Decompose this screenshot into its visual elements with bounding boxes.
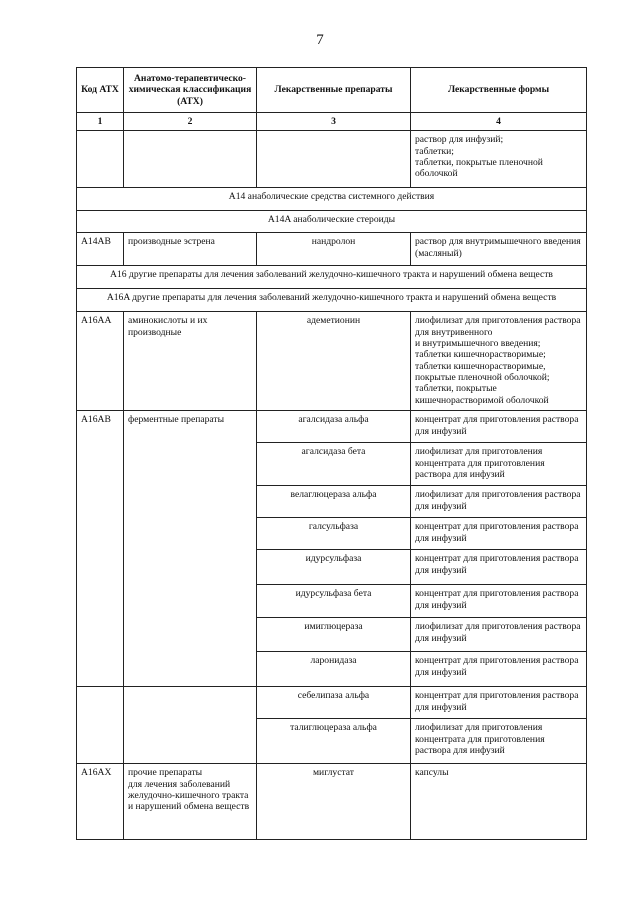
table-row (77, 233, 587, 266)
form-cell: концентрат для приготовления раствора для инфузий (411, 687, 587, 719)
form-cell: раствор для инфузий; таблетки; таблетки, покрытые пленочной оболочкой (411, 131, 587, 188)
code-cell: A16AA (77, 312, 124, 411)
column-number: 1 (77, 113, 124, 131)
drug-cell: адеметионин (257, 312, 411, 411)
header-forms: Лекарственные формы (411, 68, 587, 113)
drug-cell: имиглюцераза (257, 618, 411, 652)
table-row (77, 687, 587, 719)
form-cell: концентрат для приготовления раствора для инфузий (411, 518, 587, 550)
header-row (77, 68, 587, 113)
form-cell: раствор для внутримышечного введения (масляный) (411, 233, 587, 266)
drug-cell: себелипаза альфа (257, 687, 411, 719)
column-number-row (77, 113, 587, 131)
drug-cell: талиглюцераза альфа (257, 719, 411, 764)
drug-cell: агалсидаза альфа (257, 411, 411, 443)
form-cell: концентрат для приготовления раствора для инфузий (411, 550, 587, 585)
form-cell: лиофилизат для приготовления раствора для инфузий (411, 486, 587, 518)
form-cell: лиофилизат для приготовления раствора для внутривенного и внутримышечного введения; таблетки кишечнорастворимые; таблетки кишечнорастворимые, покрытые пленочной оболочкой; таблетки, покрытые кишечнорастворимой оболочкой (411, 312, 587, 411)
group-title: A16 другие препараты для лечения заболеваний желудочно-кишечного тракта и нарушений обмена веществ (77, 266, 587, 289)
subgroup-row (77, 211, 587, 233)
table-row (77, 312, 587, 411)
drug-cell: идурсульфаза (257, 550, 411, 585)
form-cell: лиофилизат для приготовления раствора для инфузий (411, 618, 587, 652)
form-cell: лиофилизат для приготовления концентрата для приготовления раствора для инфузий (411, 719, 587, 764)
group-row (77, 188, 587, 211)
form-cell: концентрат для приготовления раствора для инфузий (411, 585, 587, 618)
table-row (77, 411, 587, 443)
code-cell: A16AX (77, 764, 124, 840)
drug-cell: идурсульфаза бета (257, 585, 411, 618)
subgroup-title: A14A анаболические стероиды (77, 211, 587, 233)
form-cell: концентрат для приготовления раствора для инфузий (411, 652, 587, 687)
group-row (77, 266, 587, 289)
code-cell: A14AB (77, 233, 124, 266)
drug-cell: велаглюцераза альфа (257, 486, 411, 518)
drug-cell: галсульфаза (257, 518, 411, 550)
column-number: 3 (257, 113, 411, 131)
class-cell: аминокислоты и их производные (124, 312, 257, 411)
header-drugs: Лекарственные препараты (257, 68, 411, 113)
class-cell: производные эстрена (124, 233, 257, 266)
continuation-row (77, 131, 587, 188)
table-row (77, 764, 587, 840)
subgroup-title: A16A другие препараты для лечения заболеваний желудочно-кишечного тракта и нарушений обмена веществ (77, 289, 587, 312)
form-cell: концентрат для приготовления раствора для инфузий (411, 411, 587, 443)
drug-cell: миглустат (257, 764, 411, 840)
class-cell: ферментные препараты (124, 411, 257, 687)
header-classification: Анатомо-терапевтическо-химическая классификация (АТХ) (124, 68, 257, 113)
form-cell: лиофилизат для приготовления концентрата для приготовления раствора для инфузий (411, 443, 587, 486)
code-cell: A16AB (77, 411, 124, 687)
group-title: A14 анаболические средства системного действия (77, 188, 587, 211)
drug-cell: нандролон (257, 233, 411, 266)
subgroup-row (77, 289, 587, 312)
column-number: 2 (124, 113, 257, 131)
class-cell: прочие препараты для лечения заболеваний желудочно-кишечного тракта и нарушений обмена веществ (124, 764, 257, 840)
form-cell: капсулы (411, 764, 587, 840)
drug-cell: агалсидаза бета (257, 443, 411, 486)
page-number: 7 (316, 32, 324, 48)
drug-cell: ларонидаза (257, 652, 411, 687)
table-row (77, 719, 587, 764)
header-code: Код АТХ (77, 68, 124, 113)
column-number: 4 (411, 113, 587, 131)
atx-table (76, 67, 587, 840)
